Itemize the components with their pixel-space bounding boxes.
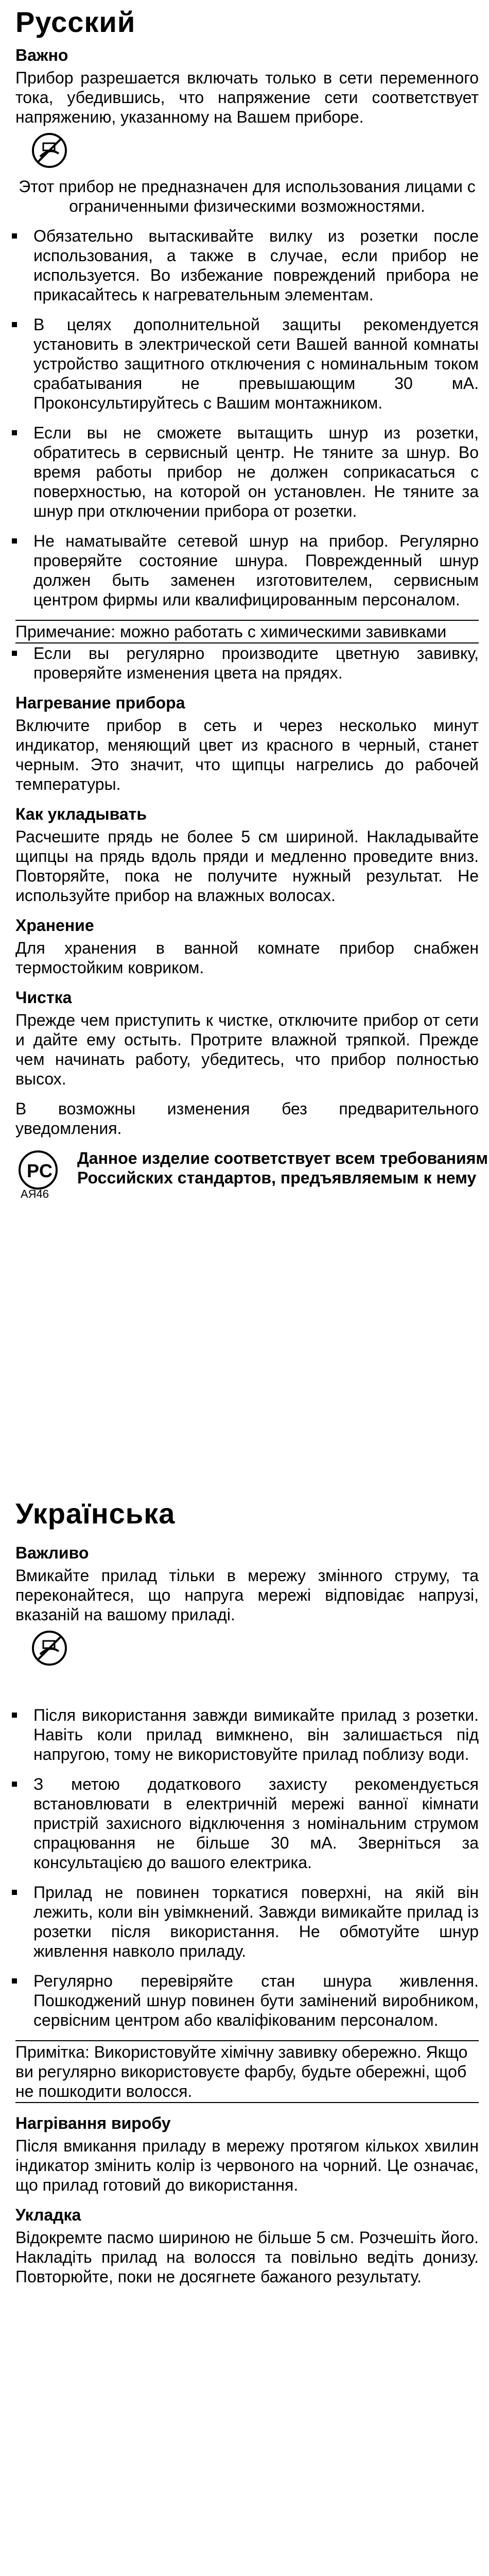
paragraph: Після використання завжди вимикайте прилад з розетки. Навіть коли прилад вимкнено, він залишається під напругою, тому не використовуйте прилад поблизу води. [33,1706,479,1764]
paragraph: Если вы не сможете вытащить шнур из розетки, обратитесь в сервисный центр. Не тяните за шнур. Во время работы прибор не должен соприкасаться с поверхностью, на которой он установлен. Не тяните за шнур при отключении прибора от розетки. [33,423,479,520]
svg-text:АЯ46: АЯ46 [21,1188,49,1200]
no-water-icon [31,132,68,169]
usage-text: Расчешите прядь не более 5 см шириной. Накладывайте щипцы на прядь вдоль пряди и медленно проведите вниз. Повторяйте, пока не получите нужный результат. Не используйте прибор на влажных волосах. [15,827,479,905]
cleaning-heading: Чистка [15,988,72,1007]
usage-heading: Укладка [15,2206,81,2224]
important-heading: Важно [15,46,68,64]
usage-heading: Как укладывать [15,805,147,823]
storage-heading: Хранение [15,916,94,935]
heating-text: Після вмикання приладу в мережу протягом кількох хвилин індикатор змінить колір із червоного на чорний. Це означає, що прилад готовий до використання. [15,2137,479,2194]
note-text: Примітка: Використовуйте хімічну завивку обережно. Якщо ви регулярно використовуєте фарбу, будьте обережні, щоб не пошкодити волосся. [15,2040,479,2103]
heating-heading: Нагревание прибора [15,693,185,712]
no-water-icon [31,1630,68,1667]
usage-text: Відокремте пасмо шириною не більше 5 см. Розчешіть його. Накладіть прилад на волосся та повільно ведіть донизу. Повторюйте, поки не досягнете бажаного результату. [15,2228,479,2286]
warning-title: Этот прибор не предназначен для использования лицами с ограниченными физическими возможностями. [19,177,476,215]
section-title: Українська [15,1497,176,1530]
important-heading: Важливо [15,1544,89,1562]
section-title: Русский [15,6,136,38]
important-text: Вмикайте прилад тільки в мережу змінного струму, та переконайтеся, що напруга мережі відповідає напрузі, вказаній на вашому приладі. [15,1566,479,1624]
heating-heading: Нагрівання виробу [15,2114,171,2132]
certification-text: Данное изделие соответствует всем требованиям Российских стандартов, предъявляемым к нему [77,1149,488,1187]
paragraph: В целях дополнительной защиты рекомендуется установить в электрической сети Вашей ванной комнаты устройство защитного отключения с номинальным током срабатывания не превышающим 30 мА. Проконсультируйтесь с Вашим монтажником. [33,315,479,412]
paragraph: Регулярно перевіряйте стан шнура живлення. Пошкоджений шнур повинен бути замінений виробником, сервісним центром або кваліфікованим персоналом. [33,1972,479,2029]
cleaning-text: Прежде чем приступить к чистке, отключите прибор от сети и дайте ему остыть. Протрите влажной тряпкой. Прежде чем начинать работу, убедитесь, что прибор полностью высох. [15,1011,479,1088]
paragraph: Не наматывайте сетевой шнур на прибор. Регулярно проверяйте состояние шнура. Поврежденный шнур должен быть заменен изготовителем, сервисным центром фирмы или квалифицированным персоналом. [33,532,479,609]
heating-text: Включите прибор в сеть и через несколько минут индикатор, меняющий цвет из красного в черный, станет черным. Это значит, что щипцы нагрелись до рабочей температуры. [15,716,479,793]
note-text: Если вы регулярно производите цветную завивку, проверяйте изменения цвета на прядях. [33,644,479,682]
certification [15,1148,489,1200]
storage-text: Для хранения в ванной комнате прибор снабжен термостойким ковриком. [15,939,479,977]
paragraph: Обязательно вытаскивайте вилку из розетки после использования, а также в случае, если прибор не используется. Во избежание повреждений прибора не прикасайтесь к нагревательным элементам. [33,227,479,304]
svg-text:PC: PC [27,1160,53,1181]
changes-text: В возможны изменения без предварительного уведомления. [15,1099,479,1138]
paragraph: З метою додаткового захисту рекомендується встановлювати в електричній мережі ванної кімнати пристрій захисного відключення з номінальним струмом спрацювання не більше 30 мА. Зверніться за консультацією до вашого електрика. [33,1775,479,1872]
certification-mark-icon [15,1148,77,1200]
important-text: Прибор разрешается включать только в сети переменного тока, убедившись, что напряжение сети соответствует напряжению, указанному на Вашем приборе. [15,69,479,126]
note-heading: Примечание: можно работать с химическими завивками [15,620,479,643]
paragraph: Прилад не повинен торкатися поверхні, на якій він лежить, коли він увімкнений. Завжди вимикайте прилад із розетки після використання. Не обмотуйте шнур живлення навколо приладу. [33,1883,479,1960]
